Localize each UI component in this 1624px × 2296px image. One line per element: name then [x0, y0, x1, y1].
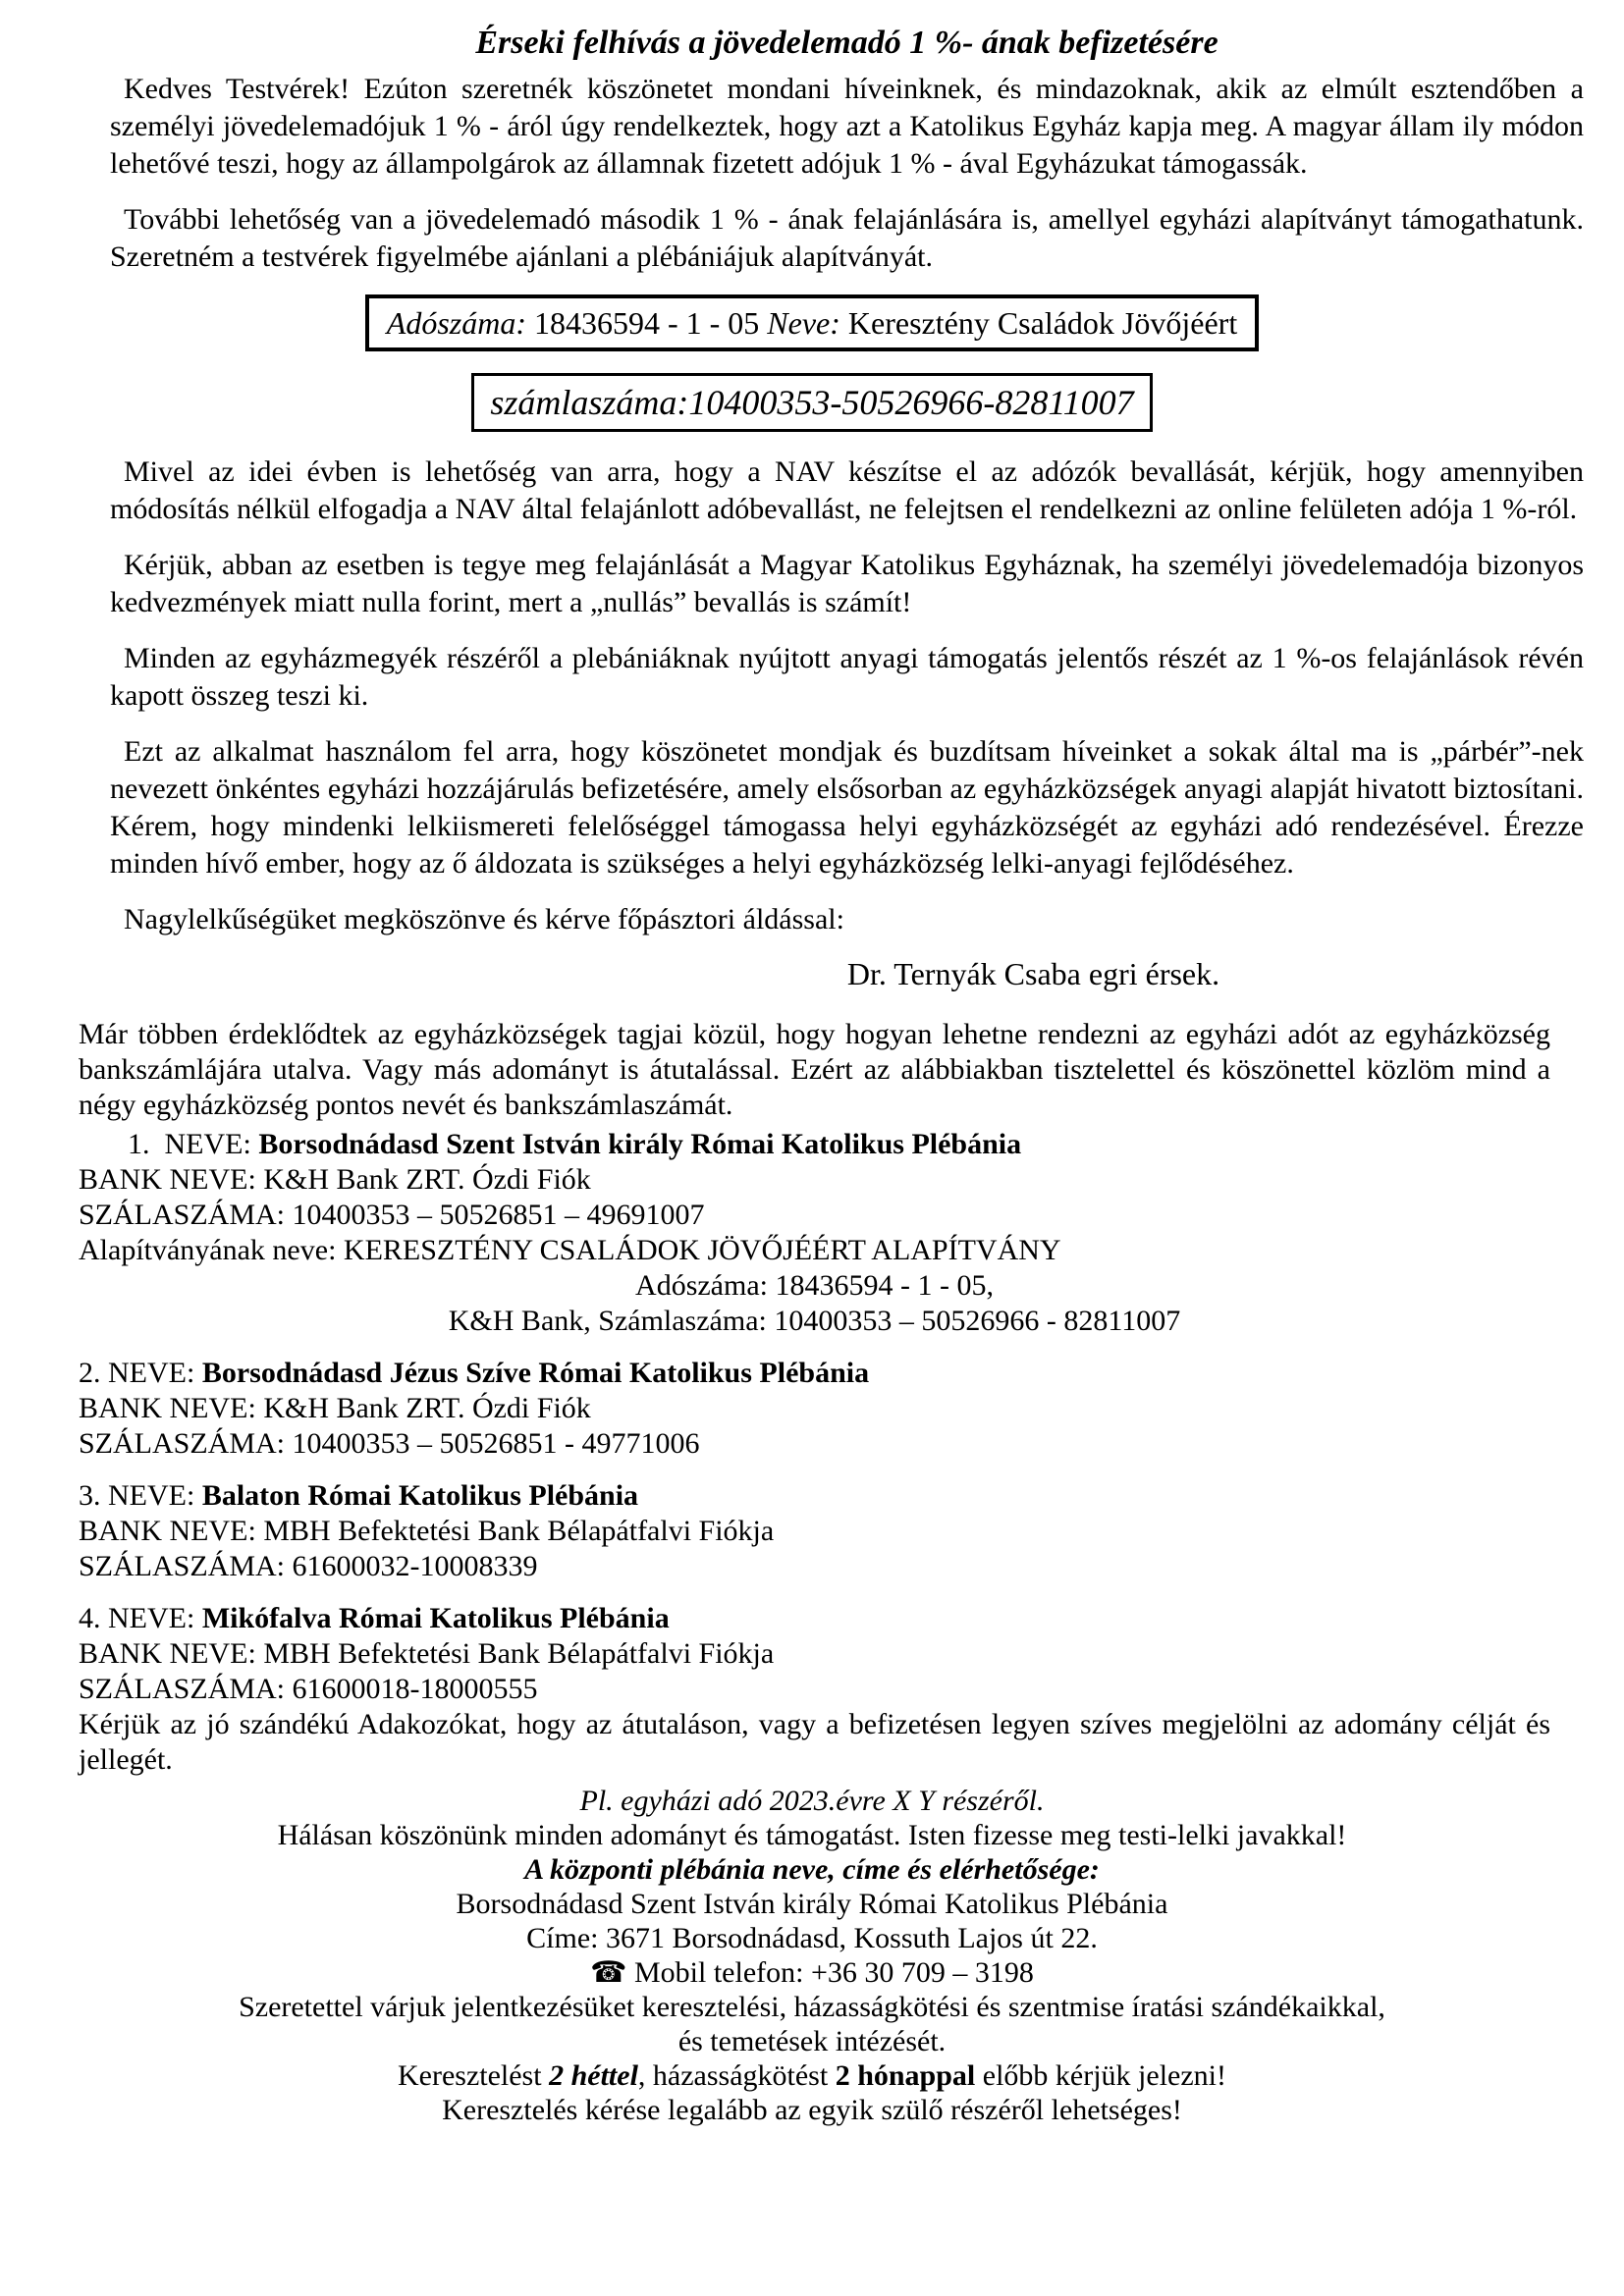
parish-2-name: Borsodnádasd Jézus Szíve Római Katolikus Plébánia — [201, 1357, 870, 1389]
parish-1-label: NEVE: — [164, 1128, 259, 1160]
baptism-months: 2 hónappal — [835, 2059, 976, 2092]
body-paragraph-4: Ezt az alkalmat használom fel arra, hogy köszönetet mondjak és buzdítsam híveinket a sokak által ma is „párbér”-nek nevezett önkéntes egyházi hozzájárulás befizetésére, amely elsősorban az egyházközségek anyagi alapját hivatott biztosítani. Kérem, hogy mindenki lelkiismereti felelőséggel támogassa helyi egyházközségét az egyházi adó rendezésével. Érezze minden hívő ember, hogy az ő áldozata is szükséges a helyi egyházközség lelki-anyagi fejlődéséhez. — [110, 735, 1584, 880]
parish-4-bank-line: BANK NEVE: MBH Befektetési Bank Bélapátfalvi Fiókja — [79, 1637, 775, 1670]
parish-2-label: 2. NEVE: — [79, 1357, 202, 1389]
parish-4-label: 4. NEVE: — [79, 1602, 202, 1634]
parish-1-name-line — [79, 1127, 1550, 1162]
baptism-part3: előbb kérjük jelezni! — [975, 2059, 1226, 2092]
body-section — [110, 454, 1584, 938]
blessing-line: Nagylelkűségüket megköszönve és kérve főpásztori áldással: — [124, 903, 844, 935]
parish-2-account-line: SZÁLASZÁMA: 10400353 – 50526851 - 49771006 — [79, 1427, 700, 1460]
body-paragraph-2: Kérjük, abban az esetben is tegye meg felajánlását a Magyar Katolikus Egyháznak, ha személyi jövedelemadója bizonyos kedvezmények miatt nulla forint, mert a „nullás” bevallás is számít! — [110, 549, 1584, 618]
bank-transfer-section — [79, 1017, 1550, 1778]
parish-1-bank-line: BANK NEVE: K&H Bank ZRT. Ózdi Fiók — [79, 1163, 591, 1196]
phone-line — [59, 1955, 1565, 1990]
parish-4-account-line: SZÁLASZÁMA: 61600018-18000555 — [79, 1673, 538, 1705]
central-parish-name: Borsodnádasd Szent István király Római Katolikus Plébánia — [456, 1888, 1168, 1920]
welcome-line-2: és temetések intézését. — [677, 2025, 947, 2057]
parish-3-label: 3. NEVE: — [79, 1479, 202, 1512]
taxnumber-box-wrap — [0, 294, 1624, 351]
body-paragraph-3: Minden az egyházmegyék részéről a plebániáknak nyújtott anyagi támogatás jelentős részét az 1 %-os felajánlások révén kapott összeg teszi ki. — [110, 642, 1584, 712]
transfer-intro-paragraph: Már többen érdeklődtek az egyházközségek tagjai közül, hogy hogyan lehetne rendezni az egyházi adót az egyházközség bankszámlájára utalva. Vagy más adományt is átutalással. Ezért az alábbiakban tisztelettel és köszönettel közlöm mind a négy egyházközség pontos nevét és bankszámlaszámát. — [79, 1018, 1550, 1121]
phone-number-text: Mobil telefon: +36 30 709 – 3198 — [626, 1956, 1034, 1989]
parish-3-name: Balaton Római Katolikus Plébánia — [201, 1479, 639, 1512]
baptism-part1: Keresztelést — [397, 2059, 550, 2092]
baptism-weeks: 2 héttel — [549, 2059, 638, 2092]
taxnumber-value: 18436594 - 1 - 05 — [525, 305, 768, 341]
parish-1-foundation-tax-line: Adószáma: 18436594 - 1 - 05, — [635, 1269, 994, 1302]
closing-section — [59, 1784, 1565, 2127]
welcome-line-1: Szeretettel várjuk jelentkezésüket keresztelési, házasságkötési és szentmise íratási szándékaikkal, — [239, 1991, 1385, 2023]
parish-1-name: Borsodnádasd Szent István király Római Katolikus Plébánia — [258, 1128, 1022, 1160]
parish-1-number: 1. — [128, 1128, 150, 1160]
parish-3-name-line — [79, 1478, 1550, 1514]
parish-1-account-line: SZÁLASZÁMA: 10400353 – 50526851 – 49691007 — [79, 1199, 705, 1231]
baptism-part2: , házasságkötést — [637, 2059, 836, 2092]
parish-4-name: Mikófalva Római Katolikus Plébánia — [201, 1602, 670, 1634]
telephone-icon: ☎ — [590, 1955, 627, 1990]
document-title: Érseki felhívás a jövedelemadó 1 %- ának befizetésére — [475, 25, 1218, 61]
parish-1-foundation-line: Alapítványának neve: KERESZTÉNY CSALÁDOK JÖVŐJÉÉRT ALAPÍTVÁNY — [79, 1234, 1061, 1266]
donation-example-line: Pl. egyházi adó 2023.évre X Y részéről. — [579, 1785, 1045, 1817]
signature-line: Dr. Ternyák Csaba egri érsek. — [846, 956, 1220, 991]
thanks-line: Hálásan köszönünk minden adományt és támogatást. Isten fizesse meg testi-lelki javakkal! — [277, 1819, 1347, 1851]
parish-1-foundation-account-line: K&H Bank, Számlaszáma: 10400353 – 50526966 - 82811007 — [448, 1305, 1181, 1337]
parish-3-bank-line: BANK NEVE: MBH Befektetési Bank Bélapátfalvi Fiókja — [79, 1515, 775, 1547]
body-paragraph-1: Mivel az idei évben is lehetőség van arra, hogy a NAV készítse el az adózók bevallását, kérjük, hogy amennyiben módosítás nélkül elfogadja a NAV által felajánlott adóbevallást, ne felejtsen el rendelkezni az online felületen adója 1 %-ról. — [110, 455, 1584, 525]
baptism-condition-line: Keresztelés kérése legalább az egyik szülő részéről lehetséges! — [442, 2094, 1182, 2126]
parish-3-account-line: SZÁLASZÁMA: 61600032-10008339 — [79, 1550, 538, 1582]
parish-2-name-line — [79, 1356, 1550, 1391]
foundation-taxnumber-box — [365, 294, 1259, 351]
foundation-name-value: Keresztény Családok Jövőjéért — [839, 305, 1238, 341]
intro-paragraph-2: További lehetőség van a jövedelemadó második 1 % - ának felajánlására is, amellyel egyházi alapítványt támogathatunk. Szeretném a testvérek figyelmébe ajánlani a plébániájuk alapítványát. — [110, 203, 1584, 273]
parish-4-name-line — [79, 1601, 1550, 1636]
foundation-name-label: Neve: — [767, 305, 840, 341]
foundation-account-box: számlaszáma:10400353-50526966-82811007 — [471, 373, 1152, 432]
baptism-notice-line — [59, 2058, 1565, 2093]
accountnumber-box-wrap — [0, 373, 1624, 432]
intro-paragraph-1: Kedves Testvérek! Ezúton szeretnék köszönetet mondani híveinknek, és mindazoknak, akik az elmúlt esztendőben a személyi jövedelemadójuk 1 % - áról úgy rendelkeztek, hogy azt a Katolikus Egyház kapja meg. A magyar állam ily módon lehetővé teszi, hogy az állampolgárok az államnak fizetett adójuk 1 % - ával Egyházukat támogassák. — [110, 73, 1584, 180]
parish-2-bank-line: BANK NEVE: K&H Bank ZRT. Ózdi Fiók — [79, 1392, 591, 1424]
intro-section — [110, 71, 1584, 276]
central-parish-address: Címe: 3671 Borsodnádasd, Kossuth Lajos út 22. — [526, 1922, 1098, 1954]
taxnumber-label: Adószáma: — [386, 305, 526, 341]
central-parish-heading: A központi plébánia neve, címe és elérhetősége: — [524, 1853, 1100, 1886]
donation-note-paragraph: Kérjük az jó szándékú Adakozókat, hogy az átutaláson, vagy a befizetésen legyen szíves megjelölni az adomány célját és jellegét. — [79, 1708, 1550, 1776]
